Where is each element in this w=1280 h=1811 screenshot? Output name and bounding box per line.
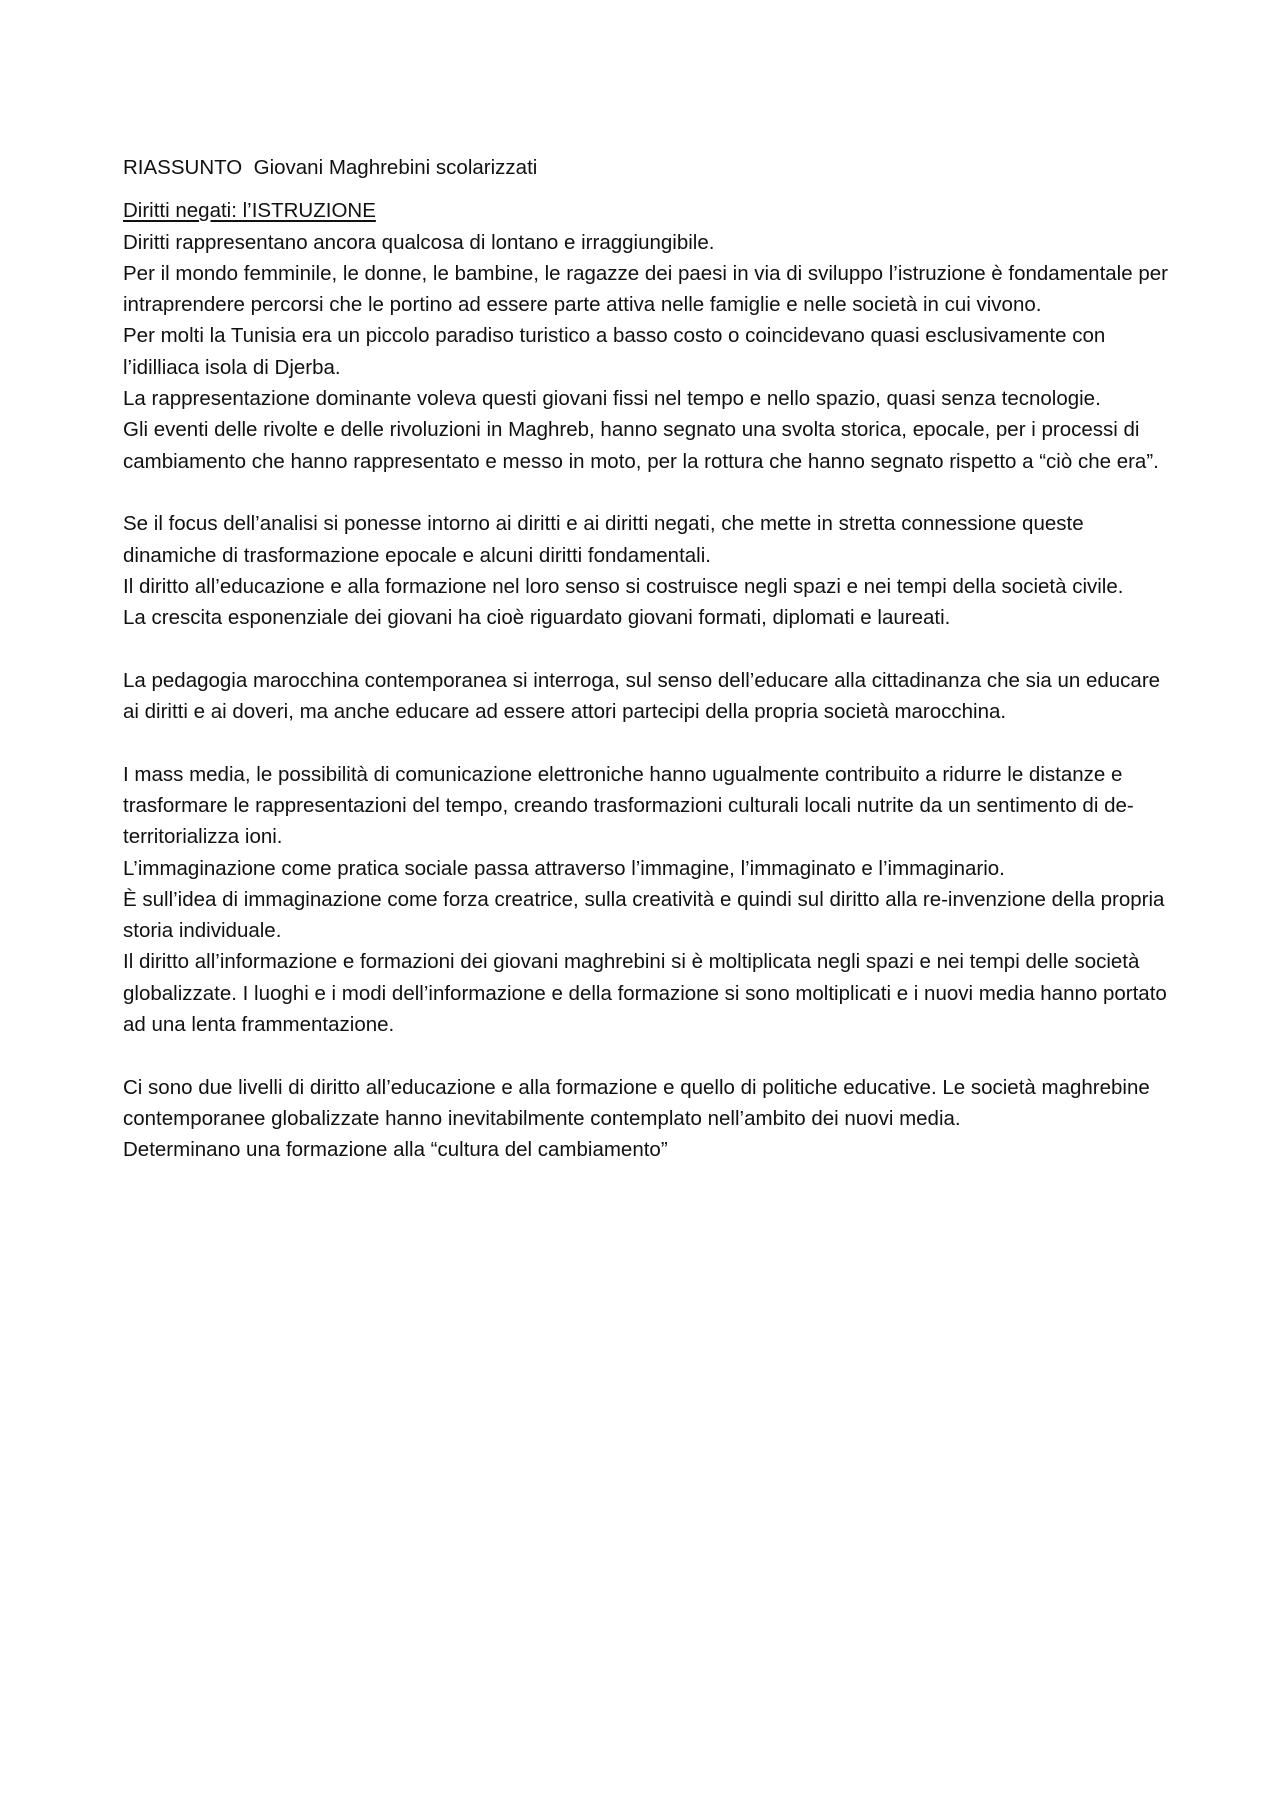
paragraph: La crescita esponenziale dei giovani ha cioè riguardato giovani formati, diplomati e laureati. xyxy=(123,606,951,630)
blank-line xyxy=(123,1040,1173,1071)
paragraph: Se il focus dell’analisi si ponesse intorno ai diritti e ai diritti negati, che mette in stretta connessione queste dinamiche di trasformazione epocale e alcuni diritti fondamentali. xyxy=(123,512,1084,567)
paragraph: La rappresentazione dominante voleva questi giovani fissi nel tempo e nello spazio, quasi senza tecnologie. xyxy=(123,387,1101,411)
paragraph: Diritti rappresentano ancora qualcosa di lontano e irraggiungibile. xyxy=(123,230,715,254)
paragraph: Gli eventi delle rivolte e delle rivoluzioni in Maghreb, hanno segnato una svolta storica, epocale, per i processi di cambiamento che hanno rappresentato e messo in moto, per la rottura che hanno segnato rispetto a “ciò che era”. xyxy=(123,418,1159,473)
paragraph: Il diritto all’educazione e alla formazione nel loro senso si costruisce negli spazi e nei tempi della società civile. xyxy=(123,574,1124,598)
document-title: RIASSUNTO Giovani Maghrebini scolarizzati xyxy=(123,156,538,179)
document-body xyxy=(123,152,1173,1166)
blank-line xyxy=(123,727,1173,758)
paragraph: Determinano una formazione alla “cultura del cambiamento” xyxy=(123,1138,668,1162)
section-heading: Diritti negati: l’ISTRUZIONE xyxy=(123,199,376,223)
paragraph: Per il mondo femminile, le donne, le bambine, le ragazze dei paesi in via di sviluppo l’istruzione è fondamentale per intraprendere percorsi che le portino ad essere parte attiva nelle famiglie e nelle società in cui vivono. xyxy=(123,261,1168,317)
blank-line xyxy=(123,477,1173,508)
paragraph: Per molti la Tunisia era un piccolo paradiso turistico a basso costo o coincidevano quasi esclusivamente con l’idilliaca isola di Djerba. xyxy=(123,324,1106,379)
paragraph: L’immaginazione come pratica sociale passa attraverso l’immagine, l’immaginato e l’immaginario. xyxy=(123,856,1005,880)
paragraph: È sull’idea di immaginazione come forza creatrice, sulla creatività e quindi sul diritto alla re-invenzione della propria storia individuale. xyxy=(123,887,1165,943)
paragraph: Il diritto all’informazione e formazioni dei giovani maghrebini si è moltiplicata negli spazi e nei tempi delle società globalizzate. I luoghi e i modi dell’informazione e della formazione si sono moltiplicati e i nuovi media hanno portato ad una lenta frammentazione. xyxy=(123,950,1167,1037)
blank-line xyxy=(123,633,1173,664)
paragraph: Ci sono due livelli di diritto all’educazione e alla formazione e quello di politiche educative. Le società maghrebine contemporanee globalizzate hanno inevitabilmente contemplato nell’ambito dei nuovi media. xyxy=(123,1075,1150,1130)
paragraph: I mass media, le possibilità di comunicazione elettroniche hanno ugualmente contribuito a ridurre le distanze e trasformare le rappresentazioni del tempo, creando trasformazioni culturali locali nutrite da un sentimento di de- territorializza ioni. xyxy=(123,762,1134,849)
paragraph: La pedagogia marocchina contemporanea si interroga, sul senso dell’educare alla cittadinanza che sia un educare ai diritti e ai doveri, ma anche educare ad essere attori partecipi della propria società marocchina. xyxy=(123,668,1161,724)
